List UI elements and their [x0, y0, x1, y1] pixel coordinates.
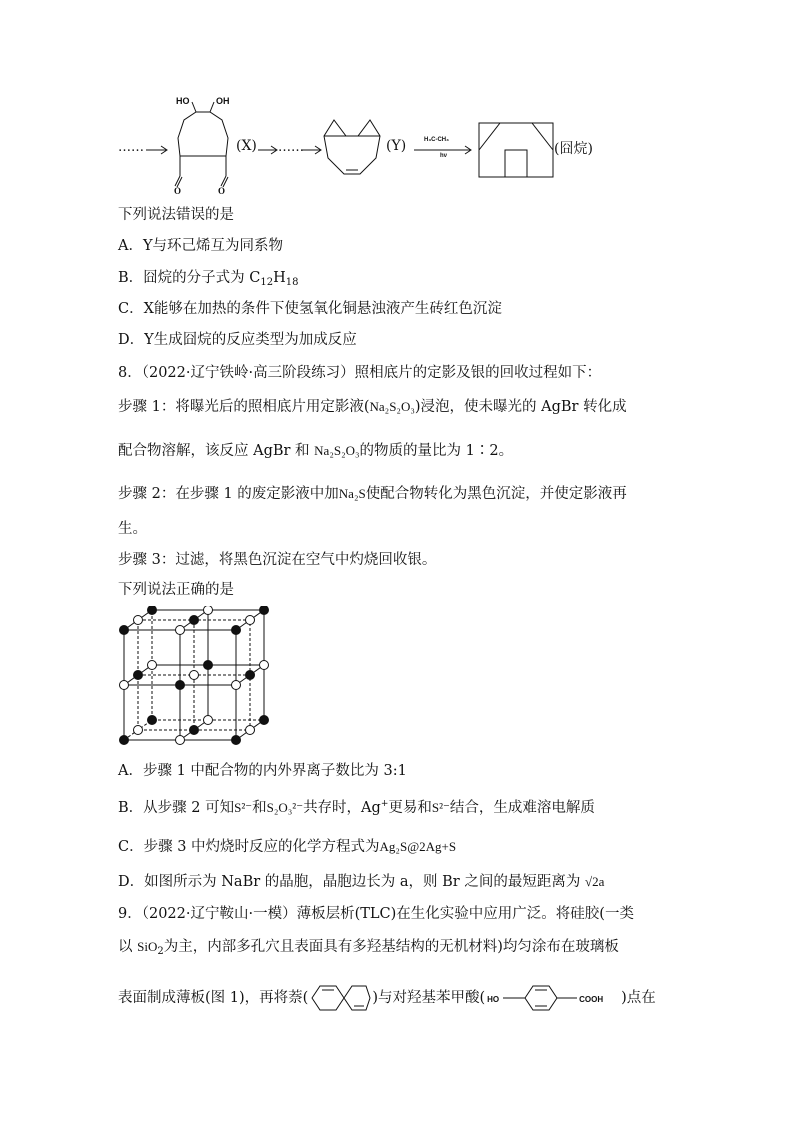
- q9-line-1: 9．（2022·辽宁鞍山·一模）薄板层析(TLC)在生化实验中应用广泛。将硅胶(一类: [118, 906, 634, 922]
- q7-option-a: A．Y与环己烯互为同系物: [118, 238, 284, 254]
- q8-step1-pre: 步骤 1：将曝光后的照相底片用定影液(: [118, 399, 370, 415]
- q9-line3-post: )点在: [621, 990, 656, 1006]
- q8-opt-b-mid3: 更易和: [388, 800, 432, 816]
- naphthalene-structure: [308, 982, 372, 1014]
- silver-ion-charge: +: [380, 799, 389, 809]
- y-label: (Y): [386, 138, 407, 154]
- q7-option-b: [118, 268, 298, 293]
- product-label: (囧烷): [554, 141, 593, 157]
- q8-prompt: 下列说法正确的是: [118, 582, 234, 598]
- silica-formula-sub: 2: [157, 946, 164, 957]
- scheme-dots-left: ……: [118, 140, 144, 155]
- q8-opt-b-post: 结合，生成难溶电解质: [449, 800, 595, 816]
- q7-option-c: C．X能够在加热的条件下使氢氧化铜悬浊液产生砖红色沉淀: [118, 301, 502, 317]
- q9-line2-pre: 以: [118, 939, 138, 955]
- roasting-equation: Ag₂S@2Ag+S: [379, 839, 457, 854]
- carboxyl-group-label: COOH: [579, 995, 604, 1004]
- q8-step2-line1: [118, 484, 627, 504]
- q9-line-2: [118, 937, 619, 962]
- q8-step1b-pre: 配合物溶解，该反应 AgBr 和: [118, 443, 315, 459]
- q7-option-d: D．Y生成囧烷的反应类型为加成反应: [118, 332, 357, 348]
- na2s-formula: Na₂S: [338, 486, 366, 501]
- q8-opt-b-mid2: 共存时，Ag: [303, 800, 381, 816]
- q8-step2-post: 使配合物转化为黑色沉淀，并使定影液再: [365, 486, 627, 502]
- q8-header: 8．（2022·辽宁铁岭·高三阶段练习）照相底片的定影及银的回收过程如下：: [118, 365, 602, 381]
- q8-opt-b-mid: 和: [252, 800, 267, 816]
- q9-line3-pre: 表面制成薄板(图 1)，再将萘(: [118, 990, 309, 1006]
- q8-opt-b-pre: B．从步骤 2 可知: [118, 800, 235, 816]
- q7-option-b-sub1: 12: [260, 277, 274, 288]
- q8-step2-pre: 步骤 2：在步骤 1 的废定影液中加: [118, 486, 339, 502]
- q9-line3-mid: )与对羟基苯甲酸(: [372, 990, 486, 1006]
- q8-step1-post: )浸泡，使未曝光的 AgBr 转化成: [414, 399, 627, 415]
- q8-step3: 步骤 3：过滤，将黑色沉淀在空气中灼烧回收银。: [118, 552, 437, 568]
- q8-step2-line2: 生。: [118, 521, 147, 537]
- oxygen-label-1: O: [174, 186, 182, 196]
- scheme-arrow-2: [258, 144, 280, 156]
- molecule-x-structure: [168, 90, 238, 200]
- q9-line2-post: 为主，内部多孔穴且表面具有多羟基结构的无机材料)均匀涂布在玻璃板: [163, 939, 619, 955]
- product-structure: [478, 122, 554, 178]
- shortest-distance-value: √2a: [584, 874, 605, 889]
- thiosulfate-ion: S₂O₃²⁻: [266, 800, 304, 815]
- hydroxy-group-label: HO: [487, 995, 500, 1004]
- molecule-y-structure: [320, 112, 384, 182]
- scheme-arrow-1: [146, 144, 170, 156]
- q7-option-b-text: B．囧烷的分子式为 C: [118, 270, 261, 286]
- fixer-formula: Na₂S₂O₃: [369, 399, 415, 414]
- reaction-scheme: [110, 90, 630, 200]
- q8-opt-c-pre: C．步骤 3 中灼烧时反应的化学方程式为: [118, 839, 380, 855]
- nabr-unit-cell-figure: [116, 606, 272, 746]
- q8-option-c: [118, 837, 456, 857]
- x-label: (X): [236, 138, 257, 154]
- scheme-dots-mid: ……: [278, 140, 304, 155]
- q8-step1-line2: [118, 441, 513, 461]
- q8-option-d: [118, 872, 604, 892]
- hydroxybenzoic-acid-structure: [485, 982, 621, 1014]
- q8-step1-line1: [118, 397, 627, 417]
- hydroxyl-label-2: OH: [216, 96, 230, 106]
- q7-option-b-sub2: 18: [285, 277, 299, 288]
- q8-opt-d-pre: D．如图所示为 NaBr 的晶胞，晶胞边长为 a，则 Br 之间的最短距离为: [118, 874, 585, 890]
- q8-step1b-post: 的物质的量比为 1∶2。: [359, 443, 514, 459]
- q8-option-a: A．步骤 1 中配合物的内外界离子数比为 3:1: [118, 763, 407, 779]
- reagent-below-arrow: hν: [440, 153, 448, 159]
- q8-option-b: [118, 794, 595, 818]
- hydroxyl-label-1: HO: [176, 96, 190, 106]
- reagent-above-arrow: H₃C-CH₃: [424, 137, 449, 143]
- silica-formula: SiO: [137, 939, 158, 954]
- oxygen-label-2: O: [218, 186, 226, 196]
- q7-prompt: 下列说法错误的是: [118, 207, 234, 223]
- q9-line-3: [118, 982, 656, 1014]
- fixer-formula-2: Na₂S₂O₃: [314, 443, 360, 458]
- sulfide-ion: S²⁻: [234, 800, 253, 815]
- q7-option-b-h: H: [273, 270, 286, 286]
- sulfide-ion-2: S²⁻: [431, 800, 450, 815]
